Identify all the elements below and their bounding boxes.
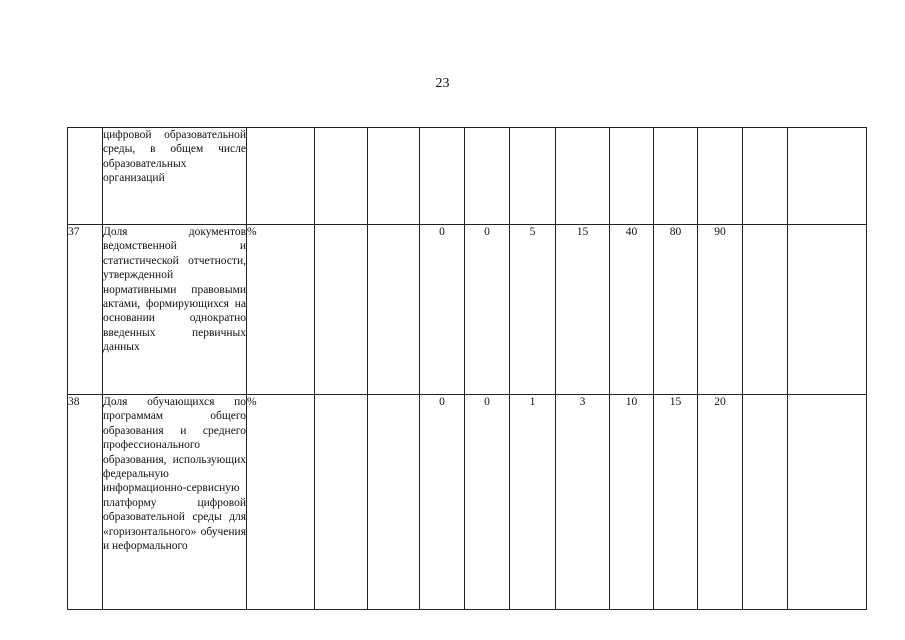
row-number-cell: 38: [68, 395, 103, 610]
value-cell: [743, 225, 788, 395]
row-number-cell: 37: [68, 225, 103, 395]
value-cell: [698, 128, 743, 225]
table-row: [68, 128, 867, 225]
row-number-cell: [68, 128, 103, 225]
table-row: [68, 395, 867, 610]
value-cell: 1: [510, 395, 556, 610]
value-cell: [465, 128, 510, 225]
indicator-name-cell: Доля обучающихся по программам общего образования и среднего профессионального образования, использующих федеральную информационно-сервисную платформу цифровой образовательной среды для «горизонтального» обучения и неформального: [103, 395, 247, 610]
value-cell: [315, 225, 368, 395]
unit-cell: [247, 128, 315, 225]
value-cell: [610, 128, 654, 225]
value-cell: [368, 395, 420, 610]
value-cell: [788, 128, 867, 225]
value-cell: [510, 128, 556, 225]
value-cell: 0: [465, 225, 510, 395]
unit-cell: %: [247, 225, 315, 395]
value-cell: [654, 128, 698, 225]
indicator-name-cell: цифровой образовательной среды, в общем числе образовательных организаций: [103, 128, 247, 225]
indicator-name-cell: Доля документов ведомственной и статистической отчетности, утвержденной нормативными правовыми актами, формирующихся на основании однократно введенных первичных данных: [103, 225, 247, 395]
value-cell: 15: [556, 225, 610, 395]
value-cell: [315, 395, 368, 610]
page-number: 23: [435, 76, 450, 91]
value-cell: [420, 128, 465, 225]
value-cell: 10: [610, 395, 654, 610]
value-cell: 40: [610, 225, 654, 395]
value-cell: [368, 128, 420, 225]
value-cell: 15: [654, 395, 698, 610]
value-cell: [556, 128, 610, 225]
value-cell: [788, 225, 867, 395]
value-cell: 20: [698, 395, 743, 610]
value-cell: 0: [465, 395, 510, 610]
indicators-table: [67, 127, 867, 610]
value-cell: 80: [654, 225, 698, 395]
value-cell: [788, 395, 867, 610]
value-cell: 5: [510, 225, 556, 395]
value-cell: 0: [420, 225, 465, 395]
value-cell: 90: [698, 225, 743, 395]
table-row: [68, 225, 867, 395]
value-cell: 3: [556, 395, 610, 610]
value-cell: [368, 225, 420, 395]
value-cell: [743, 128, 788, 225]
value-cell: 0: [420, 395, 465, 610]
value-cell: [315, 128, 368, 225]
value-cell: [743, 395, 788, 610]
unit-cell: %: [247, 395, 315, 610]
